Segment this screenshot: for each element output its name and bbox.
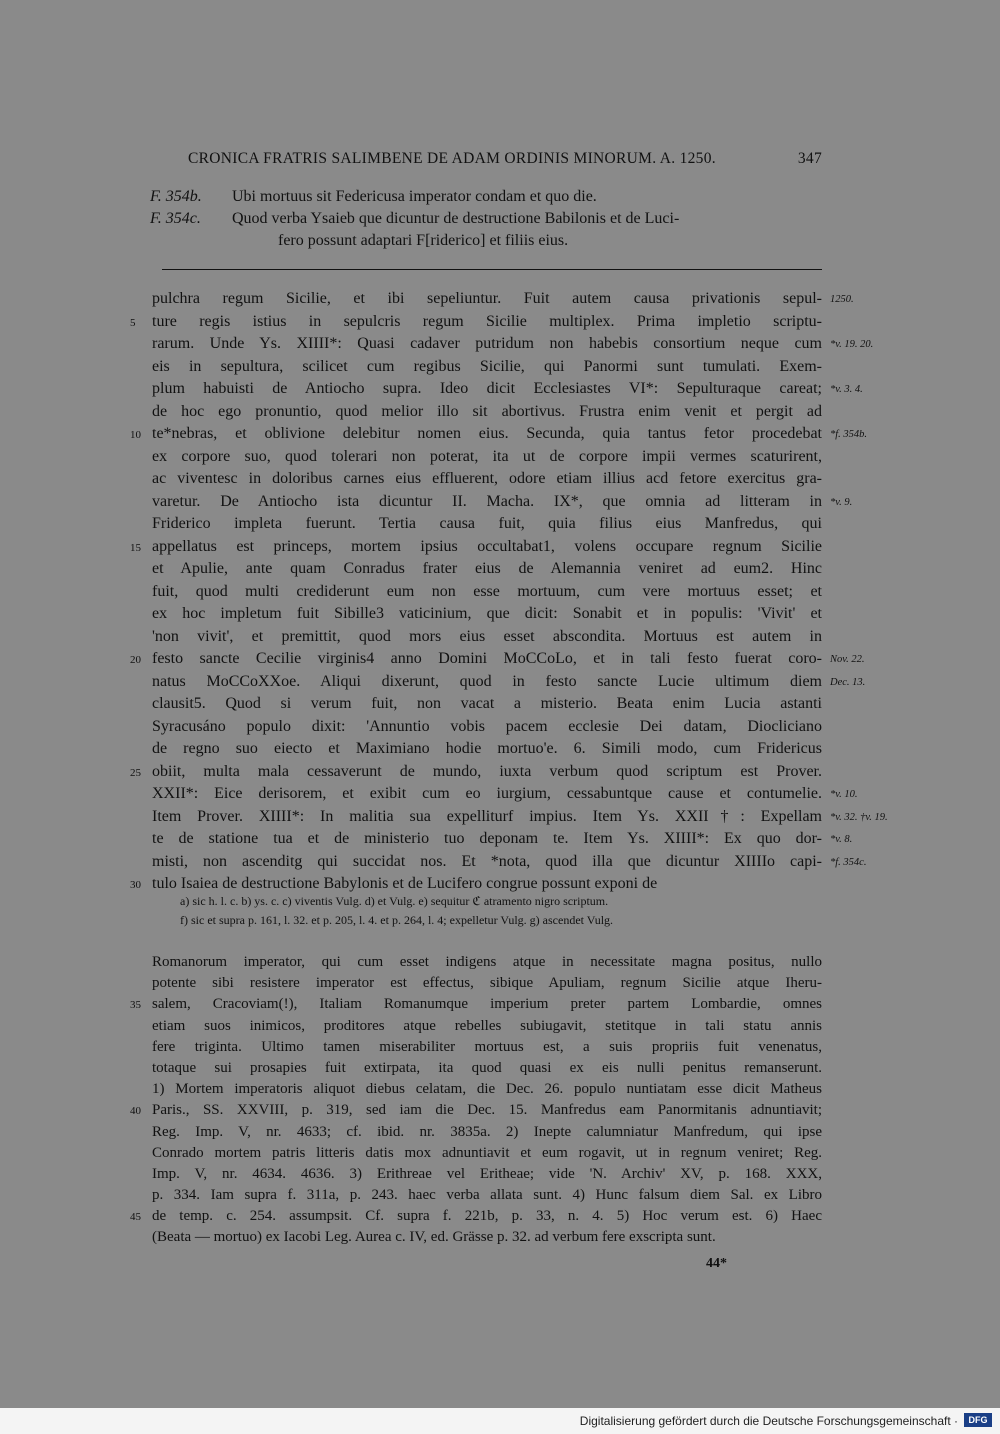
line-text: Conrado mortem patris litteris datis mox adnuntiavit et eum rogavit, ut in regnum veniret; Reg. (152, 1144, 822, 1161)
margin-note: *v. 9. (830, 496, 853, 508)
text-line (152, 356, 822, 379)
line-text: 1) Mortem imperatoris aliquot diebus celatam, die Dec. 26. populo nuntiatam esse dicit Matheus (152, 1081, 822, 1098)
text-line (152, 446, 822, 469)
heading-entry (150, 208, 822, 230)
text-line (152, 333, 874, 356)
text-line (152, 468, 822, 491)
line-text: varetur. De Antiocho ista dicuntur II. Macha. IX*, que omnia ad litteram in (152, 492, 822, 510)
text-line (130, 423, 868, 446)
text-line (152, 1037, 822, 1058)
line-text: obiit, multa mala cessaverunt de mundo, iuxta verbum quod scriptum est Prover. (152, 762, 822, 780)
line-text: clausit5. Quod si verum fuit, non vacat a misterio. Beata enim Lucia astanti (152, 695, 822, 712)
text-line (152, 378, 863, 401)
text-line (152, 1016, 822, 1037)
signature-mark: 44* (706, 1256, 727, 1271)
line-text: Imp. V, nr. 4634. 4636. 3) Erithreae vel Eritheae; vide 'N. Archiv' XV, p. 168. XXX, (152, 1165, 822, 1182)
main-text (130, 288, 888, 896)
margin-note: *v. 3. 4. (830, 384, 863, 395)
running-title: CRONICA FRATRIS SALIMBENE DE ADAM ORDINIS MINORUM. A. 1250. (188, 150, 716, 167)
line-number: 5 (130, 316, 136, 329)
text-line (130, 311, 822, 334)
chapter-headings (150, 186, 822, 252)
line-text: plum habuisti de Antiocho supra. Ideo dicit Ecclesiastes VI*: Sepulturaque careat; (152, 380, 822, 397)
line-text: pulchra regum Sicilie, et ibi sepeliuntur. Fuit autem causa privationis sepul- (152, 290, 822, 307)
line-text: te*nebras, et oblivione delebitur nomen eius. Secunda, quia tantus fetor procedebat (152, 425, 822, 442)
text-line (152, 1164, 822, 1185)
text-line (152, 851, 867, 874)
margin-note: 1250. (830, 294, 854, 305)
dfg-logo: DFG (964, 1413, 992, 1427)
margin-note: *v. 10. (830, 789, 858, 800)
text-line (130, 648, 865, 671)
line-text: ex hoc impletum fuit Sibille3 vaticinium, que dicit: Sonabit et in populis: 'Vivit' et (152, 605, 822, 622)
text-line (130, 536, 822, 559)
heading-text: Quod verba Ysaieb que dicuntur de destructione Babilonis et de Luci- (232, 210, 680, 227)
text-line (152, 806, 888, 829)
line-text: ac viventesc in doloribus carnes eius effluerent, odore etiam illius acd fetore exercitus gra- (152, 470, 822, 487)
margin-note: *v. 8. (830, 834, 853, 845)
line-number: 25 (130, 766, 141, 779)
line-number: 15 (130, 541, 141, 554)
apparatus-line: f) sic et supra p. 161, l. 32. et p. 205, l. 4. et p. 264, l. 4; expelletur Vulg. g) ascendet Vulg. (180, 913, 614, 927)
heading-entry-continuation (150, 230, 822, 252)
line-number: 45 (130, 1211, 141, 1224)
heading-text: fero possunt adaptari F[riderico] et filiis eius. (278, 232, 569, 249)
text-line (152, 1185, 822, 1206)
line-text: Romanorum imperator, qui cum esset indigens atque in necessitate magna positus, nullo (152, 954, 822, 970)
margin-note: *f. 354b. (830, 429, 868, 440)
divider-rule (162, 269, 822, 270)
text-line (152, 288, 854, 311)
line-text: ex corpore suo, quod tolerari non poterat, ita ut de corpore impii vermes scaturirent, (152, 447, 822, 465)
line-text: salem, Cracoviam(!), Italiam Romanumque imperium preter partem Lombardie, omnes (152, 996, 822, 1013)
line-number: 35 (130, 999, 141, 1012)
line-text: potente sibi resistere imperator est effectus, sibique Apuliam, regnum Sicilie atque Iheru- (152, 975, 822, 992)
text-line (130, 1100, 822, 1121)
apparatus-line: a) sic h. l. c. b) ys. c. c) viventis Vulg. d) et Vulg. e) sequitur ℭ atramento nigro scriptum. (180, 894, 609, 908)
line-text: etiam suos inimicos, proditores atque rebelles subiugavit, stetitque in tali statu annis (152, 1017, 822, 1034)
folio-ref: F. 354c. (150, 210, 201, 227)
margin-note: Nov. 22. (830, 654, 865, 665)
line-number: 20 (130, 654, 141, 666)
margin-note: *v. 32. †v. 19. (830, 811, 888, 823)
text-line (152, 828, 853, 851)
continuation-text (130, 952, 822, 1249)
margin-note: *f. 354c. (830, 856, 867, 868)
text-line (152, 626, 822, 649)
text-line (152, 1058, 822, 1079)
text-line (152, 603, 822, 626)
line-text: p. 334. Iam supra f. 311a, p. 243. haec verba allata sunt. 4) Hunc falsum diem Sal. ex Libro (152, 1187, 822, 1204)
text-line (152, 1227, 822, 1248)
line-text: XXII*: Eice derisorem, et exibit cum eo iurgium, cessabuntque cause et contumelie. (152, 785, 822, 802)
line-text: Friderico impleta fuerunt. Tertia causa fuit, quia filius eius Manfredus, qui (152, 515, 822, 532)
text-line (152, 671, 866, 694)
text-line (152, 513, 822, 536)
page-number: 347 (797, 150, 822, 167)
line-text: de regno suo eiecto et Maximiano hodie mortuo'e. 6. Simili modo, cum Fridericus (152, 740, 822, 757)
line-text: te de statione tua et de ministerio tuo deponam te. Item Ys. XIIII*: Ex quo dor- (152, 830, 822, 847)
line-text: festo sancte Cecilie virginis4 anno Domini MoCCoLo, et in tali festo fuerat coro- (152, 650, 822, 667)
funding-note: Digitalisierung gefördert durch die Deutsche Forschungsgemeinschaft · (579, 1414, 958, 1428)
line-text: totaque sui prosapies fuit extirpata, ita quod quasi ex eis nulli penitus remanserunt. (152, 1059, 822, 1076)
line-number: 10 (130, 429, 141, 441)
line-text: appellatus est princeps, mortem ipsius occultabat1, volens occupare regnum Sicilie (152, 537, 822, 555)
margin-note: Dec. 13. (830, 676, 866, 688)
line-text: Reg. Imp. V, nr. 4633; cf. ibid. nr. 3835a. 2) Inepte calumniatur Manfredum, qui ipse (152, 1123, 822, 1140)
line-text: de hoc ego pronuntio, quod melior illo sit abortivus. Frustra enim venit et pergit ad (152, 402, 822, 420)
heading-text: Ubi mortuus sit Federicusa imperator condam et quo die. (232, 188, 597, 205)
line-text: rarum. Unde Ys. XIIII*: Quasi cadaver putridum non habebis consortium neque cum (152, 335, 822, 352)
text-line (152, 1079, 822, 1100)
text-line (152, 558, 822, 581)
line-text: misti, non ascenditg qui succidat nos. Et *nota, quod illa que dicuntur XIIIIo capi- (152, 852, 822, 870)
text-line (152, 491, 853, 514)
text-line (130, 761, 822, 784)
line-text: natus MoCCoXXoe. Aliqui dixerunt, quod in festo sancte Lucie ultimum diem (152, 672, 822, 690)
line-number: 30 (130, 879, 141, 891)
line-text: fuit, quod multi crediderunt eum non esse mortuum, cum vere mortuus esset; et (152, 582, 822, 600)
text-line (152, 581, 822, 604)
line-text: (Beata — mortuo) ex Iacobi Leg. Aurea c. IV, ed. Grässe p. 32. ad verbum fere exscripta sunt. (152, 1229, 716, 1246)
text-line (152, 716, 822, 739)
text-line (130, 994, 822, 1015)
text-line (152, 952, 822, 973)
line-text: Syracusáno populo dixit: 'Annuntio vobis pacem ecclesie Dei datam, Diocliciano (152, 717, 822, 735)
line-text: ture regis istius in sepulcris regum Sicilie multiplex. Prima impletio scriptu- (152, 312, 822, 330)
text-line (152, 973, 822, 994)
line-text: de temp. c. 254. assumpsit. Cf. supra f. 221b, p. 33, n. 4. 5) Hoc verum est. 6) Haec (152, 1208, 822, 1225)
margin-note: *v. 19. 20. (830, 339, 874, 350)
folio-ref: F. 354b. (150, 188, 202, 205)
line-text: 'non vivit', et premittit, quod mors eius esset abscondita. Mortuus est autem in (152, 627, 822, 645)
text-line (152, 738, 822, 761)
line-text: Item Prover. XIIII*: In malitia sua expelliturf impius. Item Ys. XXII†: Expellam (152, 807, 822, 825)
footer-bar (0, 1408, 1000, 1434)
text-line (130, 1206, 822, 1227)
line-number: 40 (130, 1105, 141, 1118)
line-text: fere triginta. Ultimo tamen miserabiliter mortuus est, a suis propriis fuit venenatus, (152, 1038, 822, 1055)
line-text: eis in sepultura, scilicet cum regibus Sicilie, qui Panormi sunt tumulati. Exem- (152, 357, 822, 375)
text-line (152, 693, 822, 716)
text-line (152, 783, 858, 806)
line-text: et Apulie, ante quam Conradus frater eius de Alemannia veniret ad eum2. Hinc (152, 560, 822, 577)
text-line (152, 401, 822, 424)
line-text: Paris., SS. XXVIII, p. 319, sed iam die Dec. 15. Manfredus eam Panormitanis adnuntiavit; (152, 1102, 822, 1119)
heading-entry (150, 186, 822, 208)
text-line (152, 1122, 822, 1143)
critical-apparatus (180, 892, 820, 930)
line-text: tulo Isaiea de destructione Babylonis et de Lucifero congrue possunt exponi de (152, 875, 658, 892)
text-line (152, 1143, 822, 1164)
